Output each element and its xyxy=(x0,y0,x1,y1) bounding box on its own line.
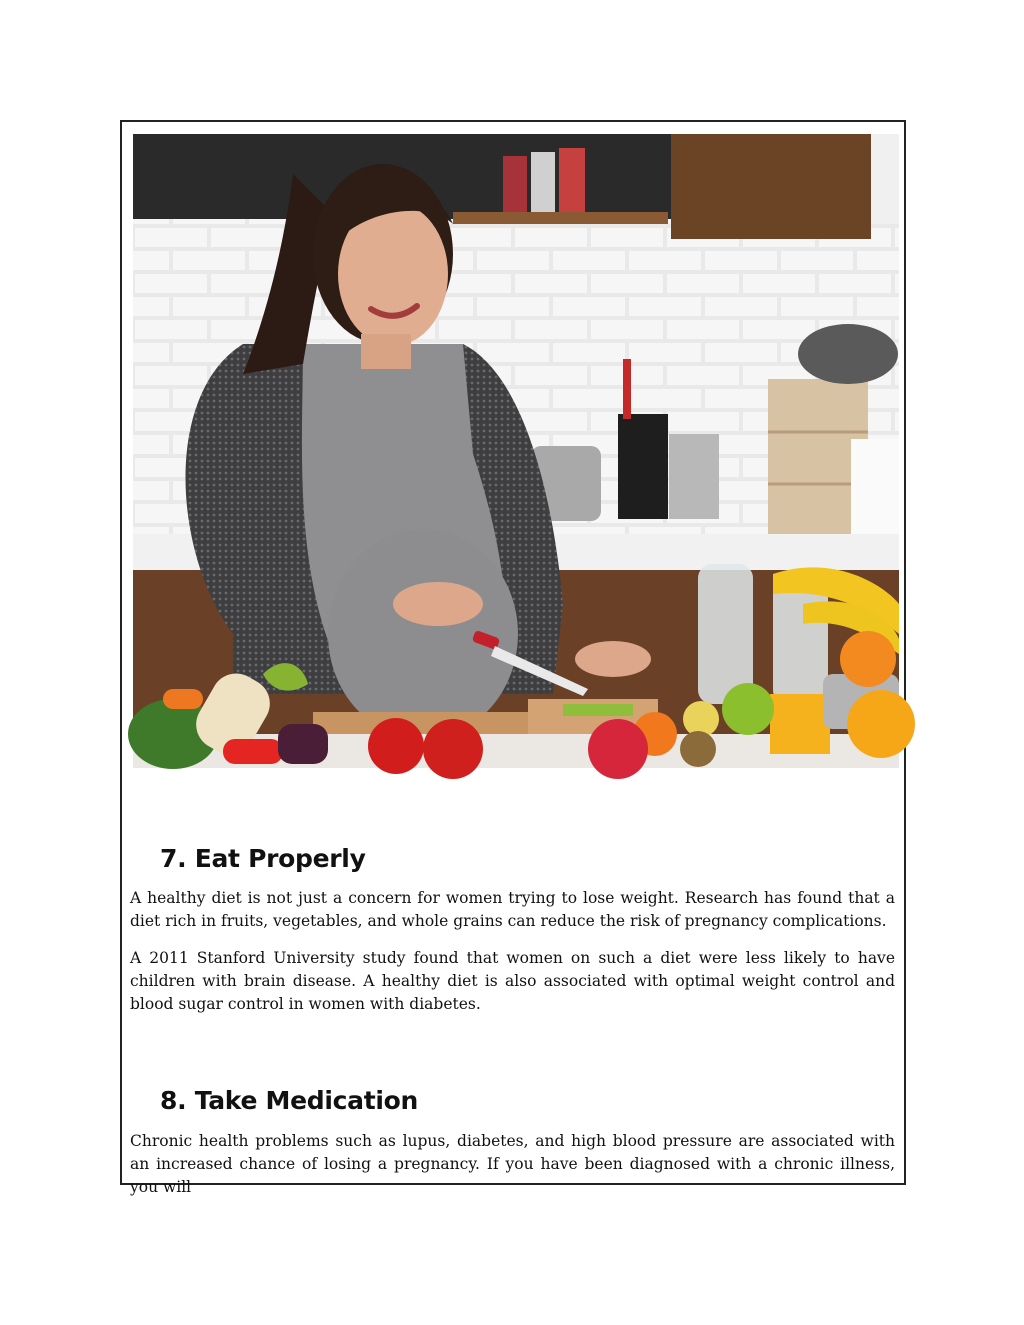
paragraph-stanford-study: A 2011 Stanford University study found that women on such a diet were less likely to have children with brain disease. A healthy diet is also associated with optimal weight control and blood sugar control in women with diabetes. xyxy=(130,949,895,1013)
article-frame xyxy=(120,120,906,1196)
section-heading-take-medication: 8. Take Medication xyxy=(160,1086,418,1115)
paragraph-healthy-diet: A healthy diet is not just a concern for women trying to lose weight. Research has found that a diet rich in fruits, vegetables, and whole grains can reduce the risk of pregnancy complications. xyxy=(130,889,895,930)
section-heading-eat-properly: 7. Eat Properly xyxy=(160,844,366,873)
paragraph-chronic-health: Chronic health problems such as lupus, diabetes, and high blood pressure are associated with an increased chance of losing a pregnancy. If you have been diagnosed with a chronic illness, you will xyxy=(130,1132,895,1196)
pregnant-woman-cooking-photo xyxy=(133,134,899,768)
